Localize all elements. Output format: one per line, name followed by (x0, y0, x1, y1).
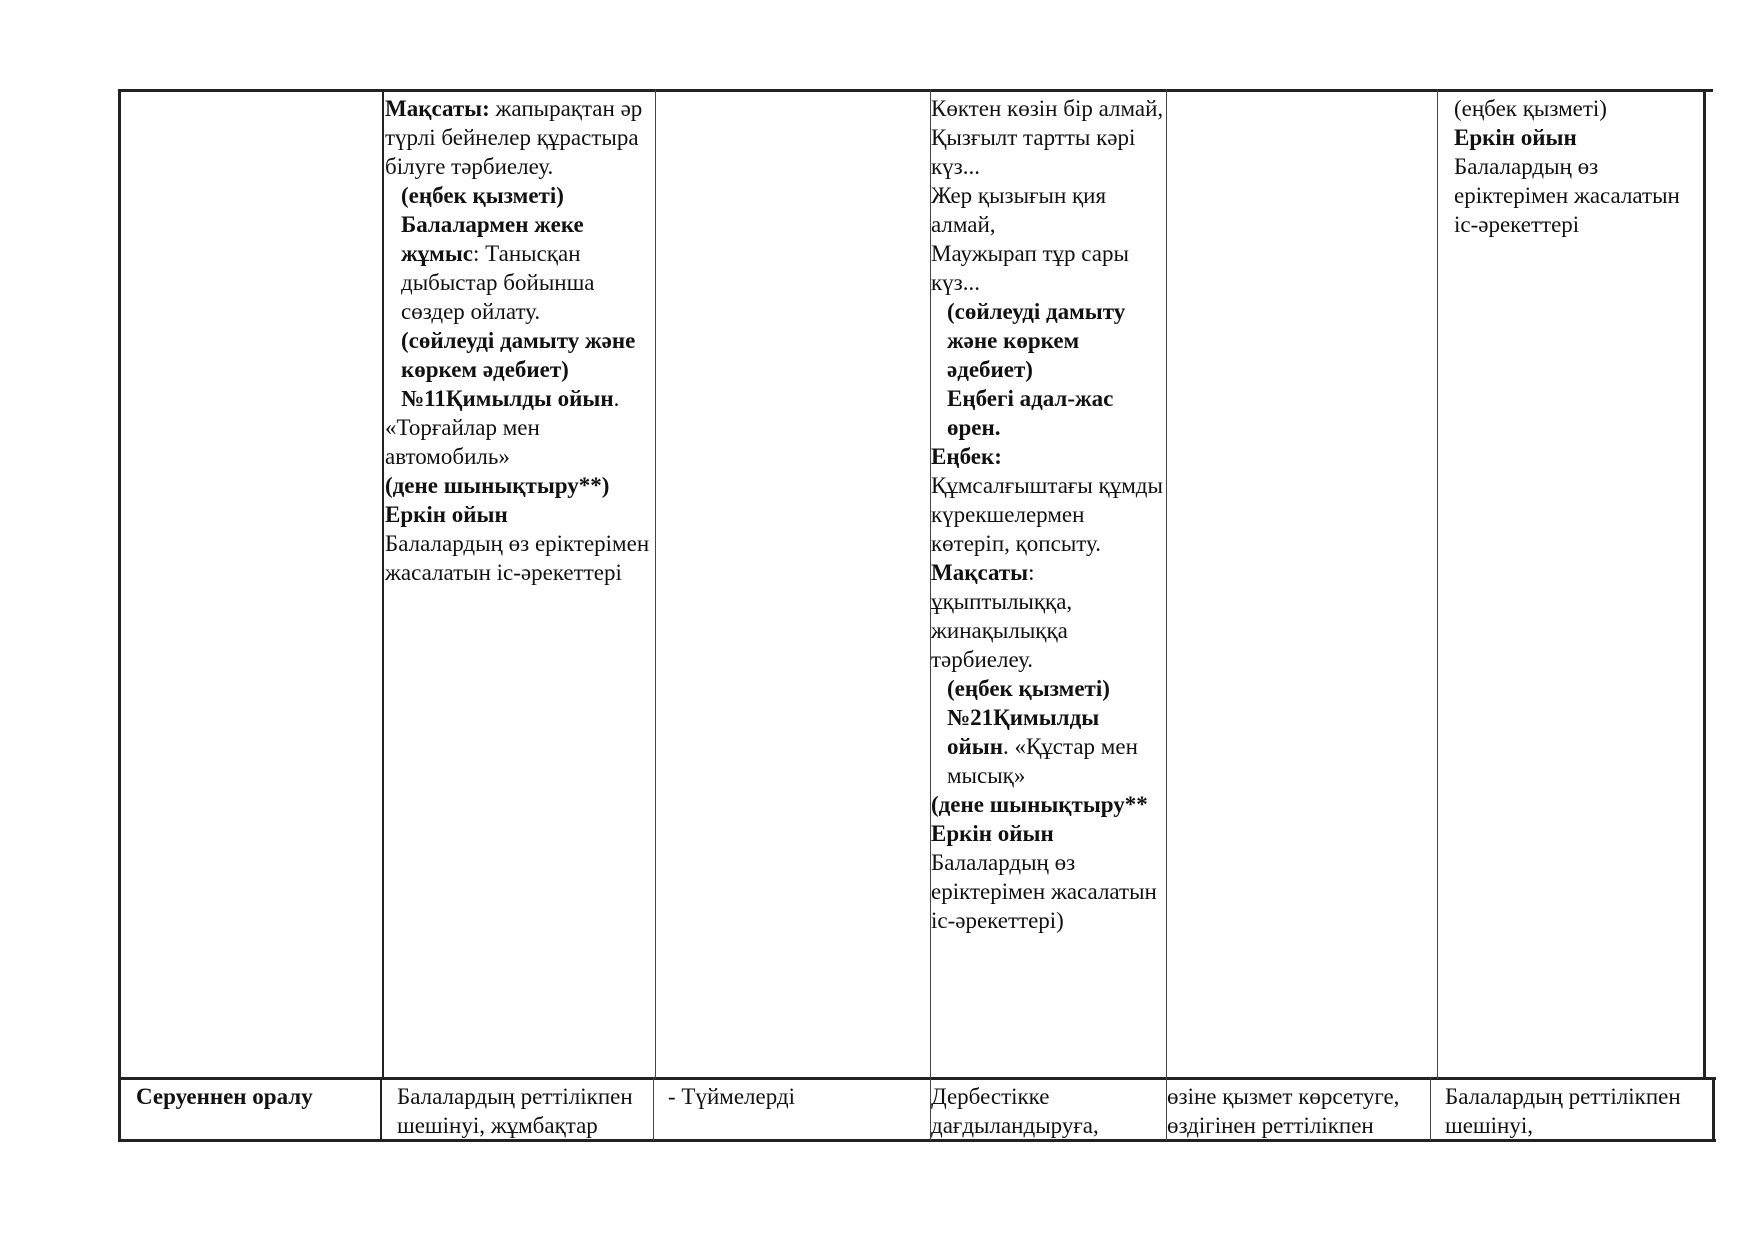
col-divider-4 (1166, 89, 1167, 1079)
cell-paragraph (385, 94, 653, 181)
col-divider-1 (382, 89, 384, 1079)
bold-text: Еркін ойын (1454, 125, 1577, 150)
plain-text: Балалардың өз еріктерімен жасалатын іс-әрекеттері (385, 531, 650, 585)
bold-text: (сөйлеуді дамыту және көркем әдебиет) (401, 328, 636, 382)
table-right-border-top (1703, 89, 1706, 1079)
row-divider (118, 1077, 1716, 1080)
activity-cell-col6 (1454, 94, 1702, 239)
cell-paragraph (385, 210, 653, 326)
plain-text: жапырақтан әр түрлі бейнелер құрастыра білуге тәрбиелеу. (385, 96, 643, 179)
plain-text: Балалардың өз еріктерімен жасалатын іс-әрекеттері (1454, 154, 1680, 237)
cell-paragraph (931, 703, 1165, 790)
cell-paragraph (385, 384, 653, 413)
cell-paragraph (931, 471, 1165, 558)
row-label-seruennen-oralu: Серуеннен оралу (136, 1084, 313, 1109)
cell-paragraph (931, 94, 1165, 297)
bold-text: (дене шынықтыру** (931, 792, 1148, 817)
col-divider-2 (655, 89, 656, 1079)
plain-text: Көктен көзін бір алмай, Қызғылт тартты кәрі күз... Жер қызығын қия алмай, Маужырап тұр сары күз... (931, 96, 1164, 295)
activity-cell-col4 (931, 94, 1165, 935)
cell-paragraph (385, 529, 653, 587)
bottom-cell-col2: Балалардың реттілікпен шешінуі, жұмбақтар (397, 1084, 633, 1138)
bottom-cell-col4: Дербестікке дағдыландыруға, (931, 1084, 1099, 1138)
bold-text: Еркін ойын (931, 821, 1054, 846)
bold-text: Мақсаты: (385, 96, 496, 121)
cell-paragraph (1454, 152, 1702, 239)
col-divider-5 (1437, 89, 1438, 1079)
cell-paragraph (1454, 94, 1702, 123)
table-left-border (118, 89, 121, 1142)
cell-paragraph (931, 819, 1165, 848)
bold-text: (дене шынықтыру**) (385, 473, 610, 498)
bottom-cell-col5: өзіне қызмет көрсетуге, өздігінен реттілікпен (1167, 1084, 1400, 1138)
col-divider-5-bottom (1430, 1077, 1431, 1141)
plain-text: : Танысқан дыбыстар бойынша сөздер ойлату. (401, 241, 595, 324)
cell-paragraph (1454, 123, 1702, 152)
cell-paragraph (385, 181, 653, 210)
col-divider-1-bottom (380, 1077, 382, 1141)
bold-text: (еңбек қызметі) (947, 676, 1110, 701)
bottom-cell-col6: Балалардың реттілікпен шешінуі, (1445, 1084, 1681, 1138)
bottom-cell-col3: - Түймелерді (668, 1084, 796, 1109)
bold-text: №21Қимылды ойын (947, 705, 1100, 759)
bold-text: Еңбек: (931, 444, 1002, 469)
plain-text: . «Құстар мен мысық» (947, 734, 1138, 788)
bold-text: Еңбегі адал-жас өрен. (947, 386, 1114, 440)
cell-paragraph (931, 558, 1165, 674)
plain-text: Құмсалғыштағы құмды күрекшелермен көтеріп, қопсыту. (931, 473, 1163, 556)
bold-text: Еркін ойын (385, 502, 508, 527)
cell-paragraph (931, 384, 1165, 442)
bold-text: Балалармен жеке жұмыс (401, 212, 584, 266)
cell-paragraph (385, 471, 653, 500)
plain-text: Балалардың өз еріктерімен жасалатын іс-әрекеттері) (931, 850, 1157, 933)
cell-paragraph (385, 326, 653, 384)
bold-text: (еңбек қызметі) (401, 183, 564, 208)
plain-text: «Торғайлар мен автомобиль» (385, 415, 540, 469)
plain-text: : ұқыптылыққа, жинақылыққа тәрбиелеу. (931, 560, 1073, 672)
activity-cell-col2 (385, 94, 653, 587)
cell-paragraph (931, 790, 1165, 819)
table-top-border (118, 89, 1713, 92)
table-right-border-bottom (1712, 1077, 1715, 1141)
bold-text: (сөйлеуді дамыту және көркем әдебиет) (947, 299, 1126, 382)
cell-paragraph (385, 413, 653, 471)
cell-paragraph (385, 500, 653, 529)
cell-paragraph (931, 442, 1165, 471)
bold-text: №11Қимылды ойын (401, 386, 614, 411)
cell-paragraph (931, 674, 1165, 703)
cell-paragraph (931, 848, 1165, 935)
cell-paragraph (931, 297, 1165, 384)
plain-text: . (613, 386, 620, 411)
plain-text: (еңбек қызметі) (1454, 96, 1607, 121)
bold-text: Мақсаты (931, 560, 1029, 585)
